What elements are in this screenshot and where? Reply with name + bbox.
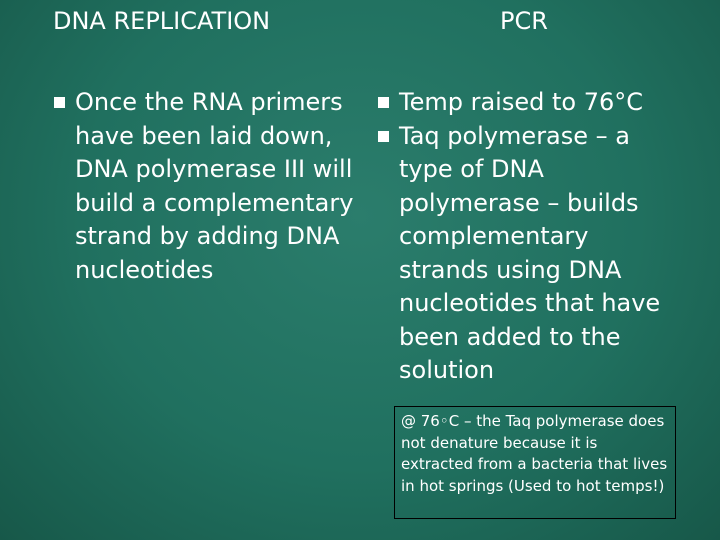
bullet-item (378, 86, 678, 120)
taq-note-box: @ 76◦C – the Taq polymerase does not denature because it is extracted from a bacteria that lives in hot springs (Used to hot temps!) (394, 406, 676, 519)
pcr-column (378, 86, 678, 388)
bullet-text: Taq polymerase – a type of DNA polymerase – builds complementary strands using DNA nucleotides that have been added to the solution (399, 121, 661, 384)
bullet-text: Temp raised to 76°C (399, 88, 643, 116)
dna-replication-column (54, 86, 354, 287)
heading-dna-replication: DNA REPLICATION (53, 7, 271, 35)
square-bullet-icon (378, 97, 389, 108)
heading-pcr: PCR (500, 7, 548, 35)
bullet-text: Once the RNA primers have been laid down, DNA polymerase III will build a complementary strand by adding DNA nucleotides (75, 88, 354, 284)
bullet-item (378, 120, 678, 388)
square-bullet-icon (54, 97, 65, 108)
bullet-item (54, 86, 354, 287)
square-bullet-icon (378, 131, 389, 142)
